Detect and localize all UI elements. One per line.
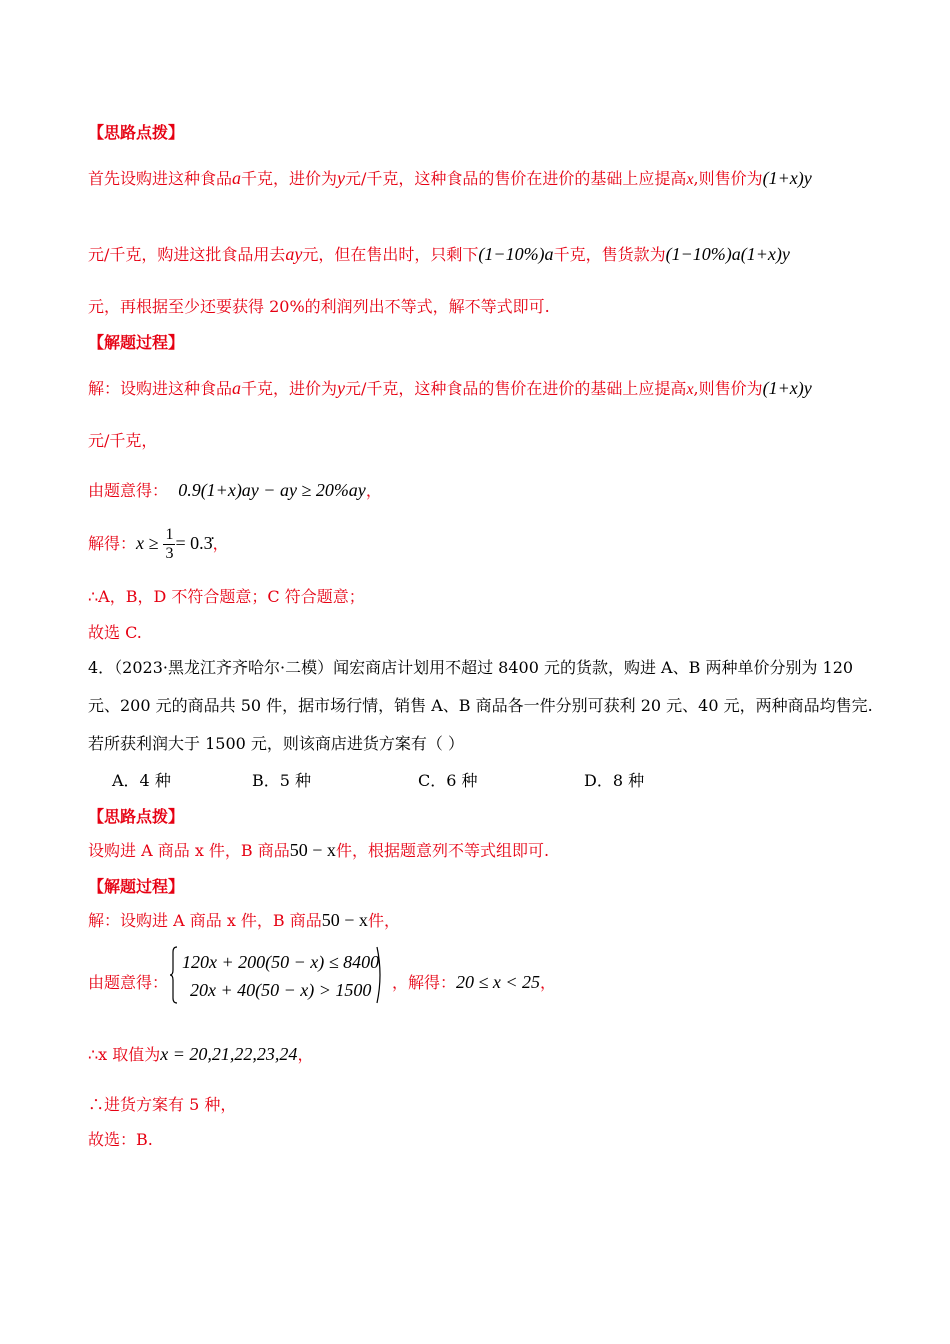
- solution-text: 解：设购进 A 商品 x 件，B 商品: [88, 911, 322, 930]
- solution-text: 元/千克，这种食品的售价在进价的基础上应提高: [345, 379, 687, 398]
- hint-text: 件，根据题意列不等式组即可.: [335, 841, 550, 860]
- solution-q4-line-3: [88, 1042, 313, 1065]
- punctuation: ，: [540, 973, 557, 992]
- solution-q4-line-4: ∴进货方案有 5 种，: [88, 1095, 237, 1114]
- var-a: a: [232, 168, 242, 188]
- var-a: a: [232, 378, 242, 398]
- math-expression: = 0.3̇: [175, 533, 213, 553]
- hint-text: 千克，售货款为: [553, 245, 666, 264]
- inequality-system: [170, 946, 390, 1008]
- hint-heading-1: 【思路点拨】: [88, 123, 185, 142]
- question-4-line-3: 若所获利润大于 1500 元，则该商店进货方案有（ ）: [88, 734, 464, 753]
- solution-line-5: ∴A，B，D 不符合题意；C 符合题意；: [88, 587, 365, 606]
- solution-text: ，解得：: [392, 973, 457, 992]
- solution-text: 件，: [367, 911, 400, 930]
- solution-text: 千克，进价为: [241, 379, 338, 398]
- math-expression: (1−10%)a(1+x)y: [665, 244, 790, 264]
- solution-q4-line-1: [88, 908, 400, 931]
- solution-q4-label: 由题意得：: [88, 973, 169, 992]
- solution-text: 解：设购进这种食品: [88, 379, 233, 398]
- hint-text: 设购进 A 商品 x 件，B 商品: [88, 841, 290, 860]
- math-expression: 50 − x: [289, 840, 336, 860]
- math-expression: x = 20,21,22,23,24: [160, 1044, 298, 1064]
- var-x: x: [686, 171, 694, 188]
- hint-text: 元/千克，这种食品的售价在进价的基础上应提高: [345, 169, 687, 188]
- hint-text: 元，但在售出时，只剩下: [302, 245, 479, 264]
- option-d: D．8 种: [584, 771, 645, 790]
- hint-text: 首先设购进这种食品: [88, 169, 233, 188]
- option-a: A．4 种: [112, 771, 171, 790]
- question-4-line-1: 4．（2023·黑龙江齐齐哈尔·二模）闻宏商店计划用不超过 8400 元的货款，购进 A、B 两种单价分别为 120: [88, 658, 854, 677]
- hint-heading-2: 【思路点拨】: [88, 807, 185, 826]
- var-y: y: [337, 378, 346, 398]
- punctuation: ，: [212, 534, 229, 553]
- solution-heading-2: 【解题过程】: [88, 877, 185, 896]
- hint-line-2: [88, 242, 790, 265]
- hint-text: ,则售价为: [693, 169, 763, 188]
- right-paren: [376, 946, 384, 1004]
- solution-label: 解得：: [88, 534, 137, 553]
- solution-line-1: [88, 376, 812, 399]
- var-ay: ay: [285, 244, 303, 264]
- hint-line-3: 元，再根据至少还要获得 20%的利润列出不等式，解不等式即可.: [88, 297, 550, 316]
- math-expression: 50 − x: [321, 910, 368, 930]
- fraction-numerator: 1: [165, 526, 174, 543]
- solution-line-3: [88, 478, 382, 501]
- solution-line-4: [88, 526, 229, 563]
- solution-q4-result: [392, 970, 556, 993]
- solution-text: ,则售价为: [693, 379, 763, 398]
- inequality-row-2: 20x + 40(50 − x) > 1500: [190, 980, 372, 1000]
- solution-q4-line-5: 故选：B.: [88, 1130, 153, 1149]
- math-expression: (1+x)y: [762, 168, 812, 188]
- hint-line-q4: [88, 838, 549, 861]
- fraction-denominator: 3: [165, 545, 174, 562]
- solution-label: 由题意得：: [88, 481, 169, 500]
- math-expression: (1+x)y: [762, 378, 812, 398]
- hint-text: 千克，进价为: [241, 169, 338, 188]
- fraction: [163, 526, 175, 563]
- option-c: C．6 种: [418, 771, 478, 790]
- inequality-row-1: 120x + 200(50 − x) ≤ 8400: [182, 952, 380, 972]
- solution-text: ∴x 取值为: [88, 1045, 161, 1064]
- math-expression: 0.9(1+x)ay − ay ≥ 20%ay: [178, 480, 366, 500]
- var-y: y: [337, 168, 346, 188]
- var-x: x: [686, 381, 694, 398]
- hint-line-1: [88, 166, 812, 189]
- hint-text: 元/千克，购进这批食品用去: [88, 245, 286, 264]
- punctuation: ，: [365, 481, 382, 500]
- solution-line-2: 元/千克，: [88, 431, 158, 450]
- left-brace: [170, 946, 178, 1004]
- math-expression: x ≥: [136, 533, 159, 553]
- option-b: B．5 种: [252, 771, 312, 790]
- punctuation: ，: [297, 1045, 314, 1064]
- math-expression: (1−10%)a: [478, 244, 554, 264]
- math-expression: 20 ≤ x < 25: [456, 972, 541, 992]
- solution-heading-1: 【解题过程】: [88, 333, 185, 352]
- question-4-line-2: 元、200 元的商品共 50 件，据市场行情，销售 A、B 商品各一件分别可获利 20 元、40 元，两种商品均售完.: [88, 696, 873, 715]
- solution-line-6: 故选 C.: [88, 623, 142, 642]
